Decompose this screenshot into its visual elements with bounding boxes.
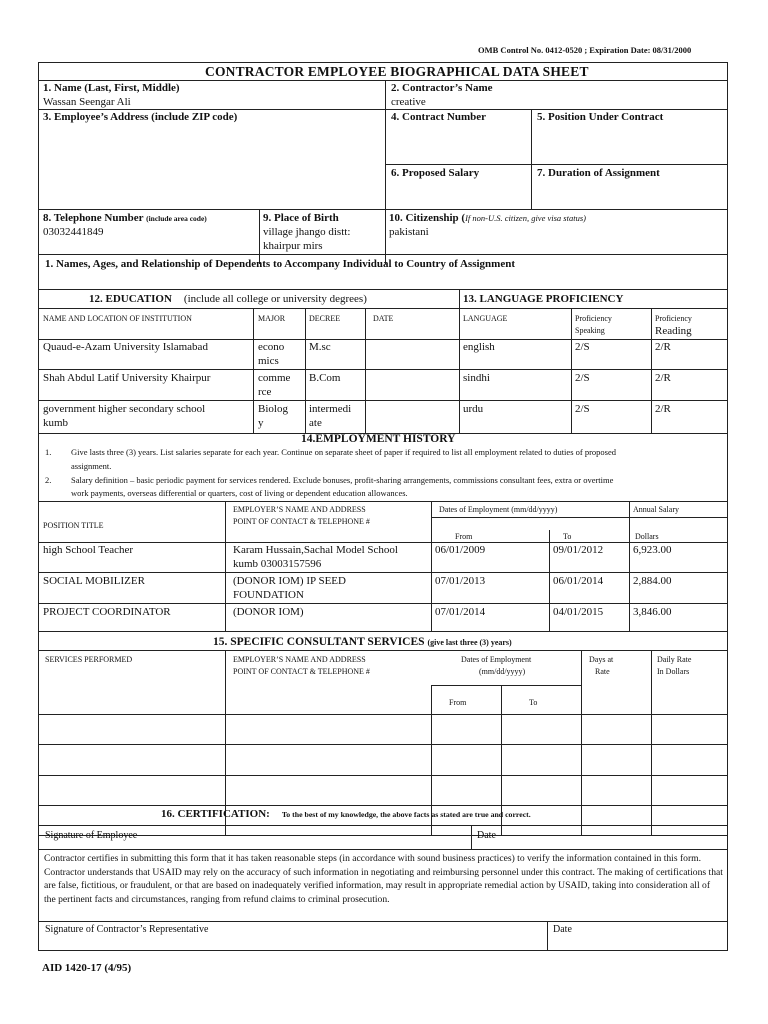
employment-from[interactable]: 06/01/2009: [435, 544, 486, 556]
divider: [39, 650, 727, 651]
employment-salary[interactable]: 2,884.00: [633, 575, 672, 587]
divider: [39, 849, 727, 850]
divider: [571, 308, 572, 434]
position-title-header: POSITION TITLE: [43, 521, 104, 530]
divider: [531, 109, 532, 210]
divider: [581, 650, 582, 835]
language-name[interactable]: urdu: [463, 403, 484, 415]
divider: [385, 164, 727, 165]
employment-employer[interactable]: (DONOR IOM) IP SEED: [233, 575, 346, 587]
divider: [431, 501, 432, 631]
employment-note-number: 2.: [45, 475, 52, 485]
divider: [305, 308, 306, 434]
citizenship-label: 10. Citizenship (If non-U.S. citizen, give visa status): [389, 212, 586, 224]
consultant-from-header: From: [449, 698, 467, 707]
date-label: Date: [477, 830, 496, 841]
services-performed-header: SERVICES PERFORMED: [45, 655, 133, 664]
education-degree[interactable]: intermedi: [309, 403, 352, 415]
name-value[interactable]: Wassan Seengar Ali: [43, 96, 131, 108]
contract-number-label: 4. Contract Number: [391, 111, 487, 123]
form-number: AID 1420-17 (4/95): [42, 962, 132, 974]
language-header: LANGUAGE: [463, 314, 508, 323]
date-label-2: Date: [553, 924, 572, 935]
divider: [39, 254, 727, 255]
education-institution-cont[interactable]: kumb: [43, 417, 69, 429]
employment-note-1-cont: assignment.: [71, 461, 112, 471]
language-speaking[interactable]: 2/S: [575, 403, 590, 415]
education-major-cont[interactable]: mics: [258, 355, 279, 367]
language-title: 13. LANGUAGE PROFICIENCY: [463, 293, 624, 305]
language-reading[interactable]: 2/R: [655, 372, 671, 384]
certification-statement: To the best of my knowledge, the above facts as stated are true and correct.: [281, 810, 531, 819]
divider: [39, 400, 727, 401]
employment-position[interactable]: high School Teacher: [43, 544, 134, 556]
employment-salary[interactable]: 6,923.00: [633, 544, 672, 556]
employment-position[interactable]: SOCIAL MOBILIZER: [43, 575, 145, 587]
divider: [39, 209, 727, 210]
divider: [39, 289, 727, 290]
employment-note-2: Salary definition – basic periodic payment for services rendered. Exclude bonuses, profit-sharing arrangements, commissions consultant fees, extra or overtime: [71, 475, 614, 485]
divider: [39, 572, 727, 573]
speaking-header-1: Proficiency: [575, 314, 612, 323]
divider: [253, 308, 254, 434]
consultant-dates-header-1: Dates of Employment: [461, 655, 532, 664]
days-at-rate-header-1: Days at: [589, 655, 614, 664]
divider: [225, 501, 226, 631]
address-label: 3. Employee’s Address (include ZIP code): [43, 111, 238, 123]
from-header: From: [455, 532, 473, 541]
employment-to[interactable]: 04/01/2015: [553, 606, 604, 618]
daily-rate-header-2: In Dollars: [657, 667, 690, 676]
employment-salary[interactable]: 3,846.00: [633, 606, 672, 618]
speaking-header-2: Speaking: [575, 326, 605, 335]
employment-employer[interactable]: (DONOR IOM): [233, 606, 304, 618]
employment-to[interactable]: 06/01/2014: [553, 575, 604, 587]
major-header: MAJOR: [258, 314, 286, 323]
employment-from[interactable]: 07/01/2014: [435, 606, 486, 618]
language-speaking[interactable]: 2/S: [575, 372, 590, 384]
divider: [39, 308, 727, 309]
days-at-rate-header-2: Rate: [595, 667, 610, 676]
degree-header: DECREE: [309, 314, 341, 323]
place-of-birth-line2[interactable]: khairpur mirs: [263, 240, 323, 252]
divider: [39, 805, 727, 806]
divider: [39, 835, 727, 836]
certification-paragraph: Contractor certifies in submitting this form that it has taken reasonable steps (in accordance with sound business practices) to verify the information contained in this form. Contractor understands that USAID may rely on the accuracy of such information in negotiating and reimbursing personnel under this contract. The making of certifications that are false, fictitious, or fraudulent, or that are based on inadequately verified information, may result in appropriate remedial action by USAID, taking into consideration all of the pertinent facts and circumstances, ranging from refund claims to criminal prosecution.: [44, 853, 723, 905]
form-frame: [38, 62, 728, 951]
contractor-name-label: 2. Contractor’s Name: [391, 82, 493, 94]
contractor-name-value[interactable]: creative: [391, 96, 426, 108]
education-degree-cont[interactable]: ate: [309, 417, 322, 429]
place-of-birth-label: 9. Place of Birth: [263, 212, 339, 224]
certification-title: 16. CERTIFICATION: To the best of my knowledge, the above facts as stated are true and correct.: [161, 808, 531, 820]
dollars-header: Dollars: [635, 532, 659, 541]
signature-representative-label: Signature of Contractor’s Representative: [45, 924, 209, 935]
divider: [39, 744, 727, 745]
consultant-note: (give last three (3) years): [427, 638, 512, 647]
language-name[interactable]: sindhi: [463, 372, 490, 384]
divider: [547, 921, 548, 950]
language-reading[interactable]: 2/R: [655, 341, 671, 353]
omb-control-number: OMB Control No. 0412-0520 ; Expiration Date: 08/31/2000: [478, 45, 692, 55]
telephone-value[interactable]: 03032441849: [43, 226, 104, 238]
divider: [365, 308, 366, 434]
citizenship-value[interactable]: pakistani: [389, 226, 429, 238]
divider: [39, 542, 727, 543]
telephone-note: (include area code): [146, 214, 207, 223]
telephone-label: 8. Telephone Number (include area code): [43, 212, 207, 224]
consultant-dates-header-2: (mm/dd/yyyy): [479, 667, 526, 676]
consultant-employer-header-1: EMPLOYER’S NAME AND ADDRESS: [233, 655, 366, 664]
education-institution[interactable]: government higher secondary school: [43, 403, 206, 415]
divider: [651, 650, 652, 835]
position-under-contract-label: 5. Position Under Contract: [537, 111, 664, 123]
divider: [39, 603, 727, 604]
employment-from[interactable]: 07/01/2013: [435, 575, 486, 587]
divider: [259, 209, 260, 264]
consultant-to-header: To: [529, 698, 538, 707]
divider: [549, 530, 550, 631]
employment-note-1: Give lasts three (3) years. List salaries separate for each year. Continue on separate sheet of paper if required to list all employment related to duties of proposed: [71, 447, 616, 457]
divider: [39, 109, 727, 110]
divider: [39, 714, 727, 715]
employment-position[interactable]: PROJECT COORDINATOR: [43, 606, 171, 618]
employment-to[interactable]: 09/01/2012: [553, 544, 604, 556]
divider: [651, 308, 652, 434]
employment-employer-cont[interactable]: kumb 03003157596: [233, 558, 322, 570]
employment-employer-cont[interactable]: FOUNDATION: [233, 589, 304, 601]
education-major[interactable]: Biolog: [258, 403, 288, 415]
employment-title: 14.EMPLOYMENT HISTORY: [301, 433, 456, 445]
education-degree[interactable]: M.sc: [309, 341, 331, 353]
consultant-employer-header-2: POINT OF CONTACT & TELEPHONE #: [233, 667, 370, 676]
divider: [39, 775, 727, 776]
divider: [431, 685, 581, 686]
employer-header-1: EMPLOYER’S NAME AND ADDRESS: [233, 505, 366, 514]
education-institution[interactable]: Shah Abdul Latif University Khairpur: [43, 372, 211, 384]
language-reading[interactable]: 2/R: [655, 403, 671, 415]
employment-employer[interactable]: Karam Hussain,Sachal Model School: [233, 544, 398, 556]
signature-employee-label: Signature of Employee: [45, 830, 138, 841]
daily-rate-header-1: Daily Rate: [657, 655, 692, 664]
education-note: (include all college or university degrees): [183, 293, 367, 305]
divider: [459, 289, 460, 434]
reading-header-2: Reading: [655, 325, 692, 337]
divider: [385, 80, 386, 264]
education-title: 12. EDUCATION (include all college or university degrees): [89, 293, 367, 305]
education-major-cont[interactable]: y: [258, 417, 264, 429]
language-name[interactable]: english: [463, 341, 495, 353]
annual-salary-header: Annual Salary: [633, 505, 679, 514]
consultant-title: 15. SPECIFIC CONSULTANT SERVICES (give last three (3) years): [213, 636, 512, 648]
education-major[interactable]: econo: [258, 341, 285, 353]
divider: [39, 501, 727, 502]
citizenship-note: If non-U.S. citizen, give visa status): [465, 213, 586, 223]
dates-header: Dates of Employment (mm/dd/yyyy): [439, 505, 558, 514]
divider: [39, 631, 727, 632]
education-institution[interactable]: Quaud-e-Azam University Islamabad: [43, 341, 208, 353]
language-speaking[interactable]: 2/S: [575, 341, 590, 353]
education-major-cont[interactable]: rce: [258, 386, 272, 398]
reading-header-1: Proficiency: [655, 314, 692, 323]
divider: [39, 339, 727, 340]
place-of-birth-line1[interactable]: village jhango distt:: [263, 226, 351, 238]
divider: [471, 825, 472, 849]
employment-note-number: 1.: [45, 447, 52, 457]
date-header: DATE: [373, 314, 394, 323]
proposed-salary-label: 6. Proposed Salary: [391, 167, 480, 179]
education-major[interactable]: comme: [258, 372, 291, 384]
to-header: To: [563, 532, 572, 541]
divider: [39, 80, 727, 81]
education-degree[interactable]: B.Com: [309, 372, 341, 384]
employer-header-2: POINT OF CONTACT & TELEPHONE #: [233, 517, 370, 526]
institution-header: NAME AND LOCATION OF INSTITUTION: [43, 314, 192, 323]
divider: [431, 517, 727, 518]
dependents-label: 1. Names, Ages, and Relationship of Dependents to Accompany Individual to Country of Assignment: [45, 258, 515, 270]
divider: [39, 825, 727, 826]
divider: [39, 921, 727, 922]
name-label: 1. Name (Last, First, Middle): [43, 82, 180, 94]
divider: [39, 369, 727, 370]
employment-note-2-cont: work payments, overseas differential or quarters, cost of living or dependent education allowances.: [71, 488, 408, 498]
form-title: CONTRACTOR EMPLOYEE BIOGRAPHICAL DATA SHEET: [205, 64, 589, 79]
duration-label: 7. Duration of Assignment: [537, 167, 660, 179]
divider: [629, 501, 630, 631]
